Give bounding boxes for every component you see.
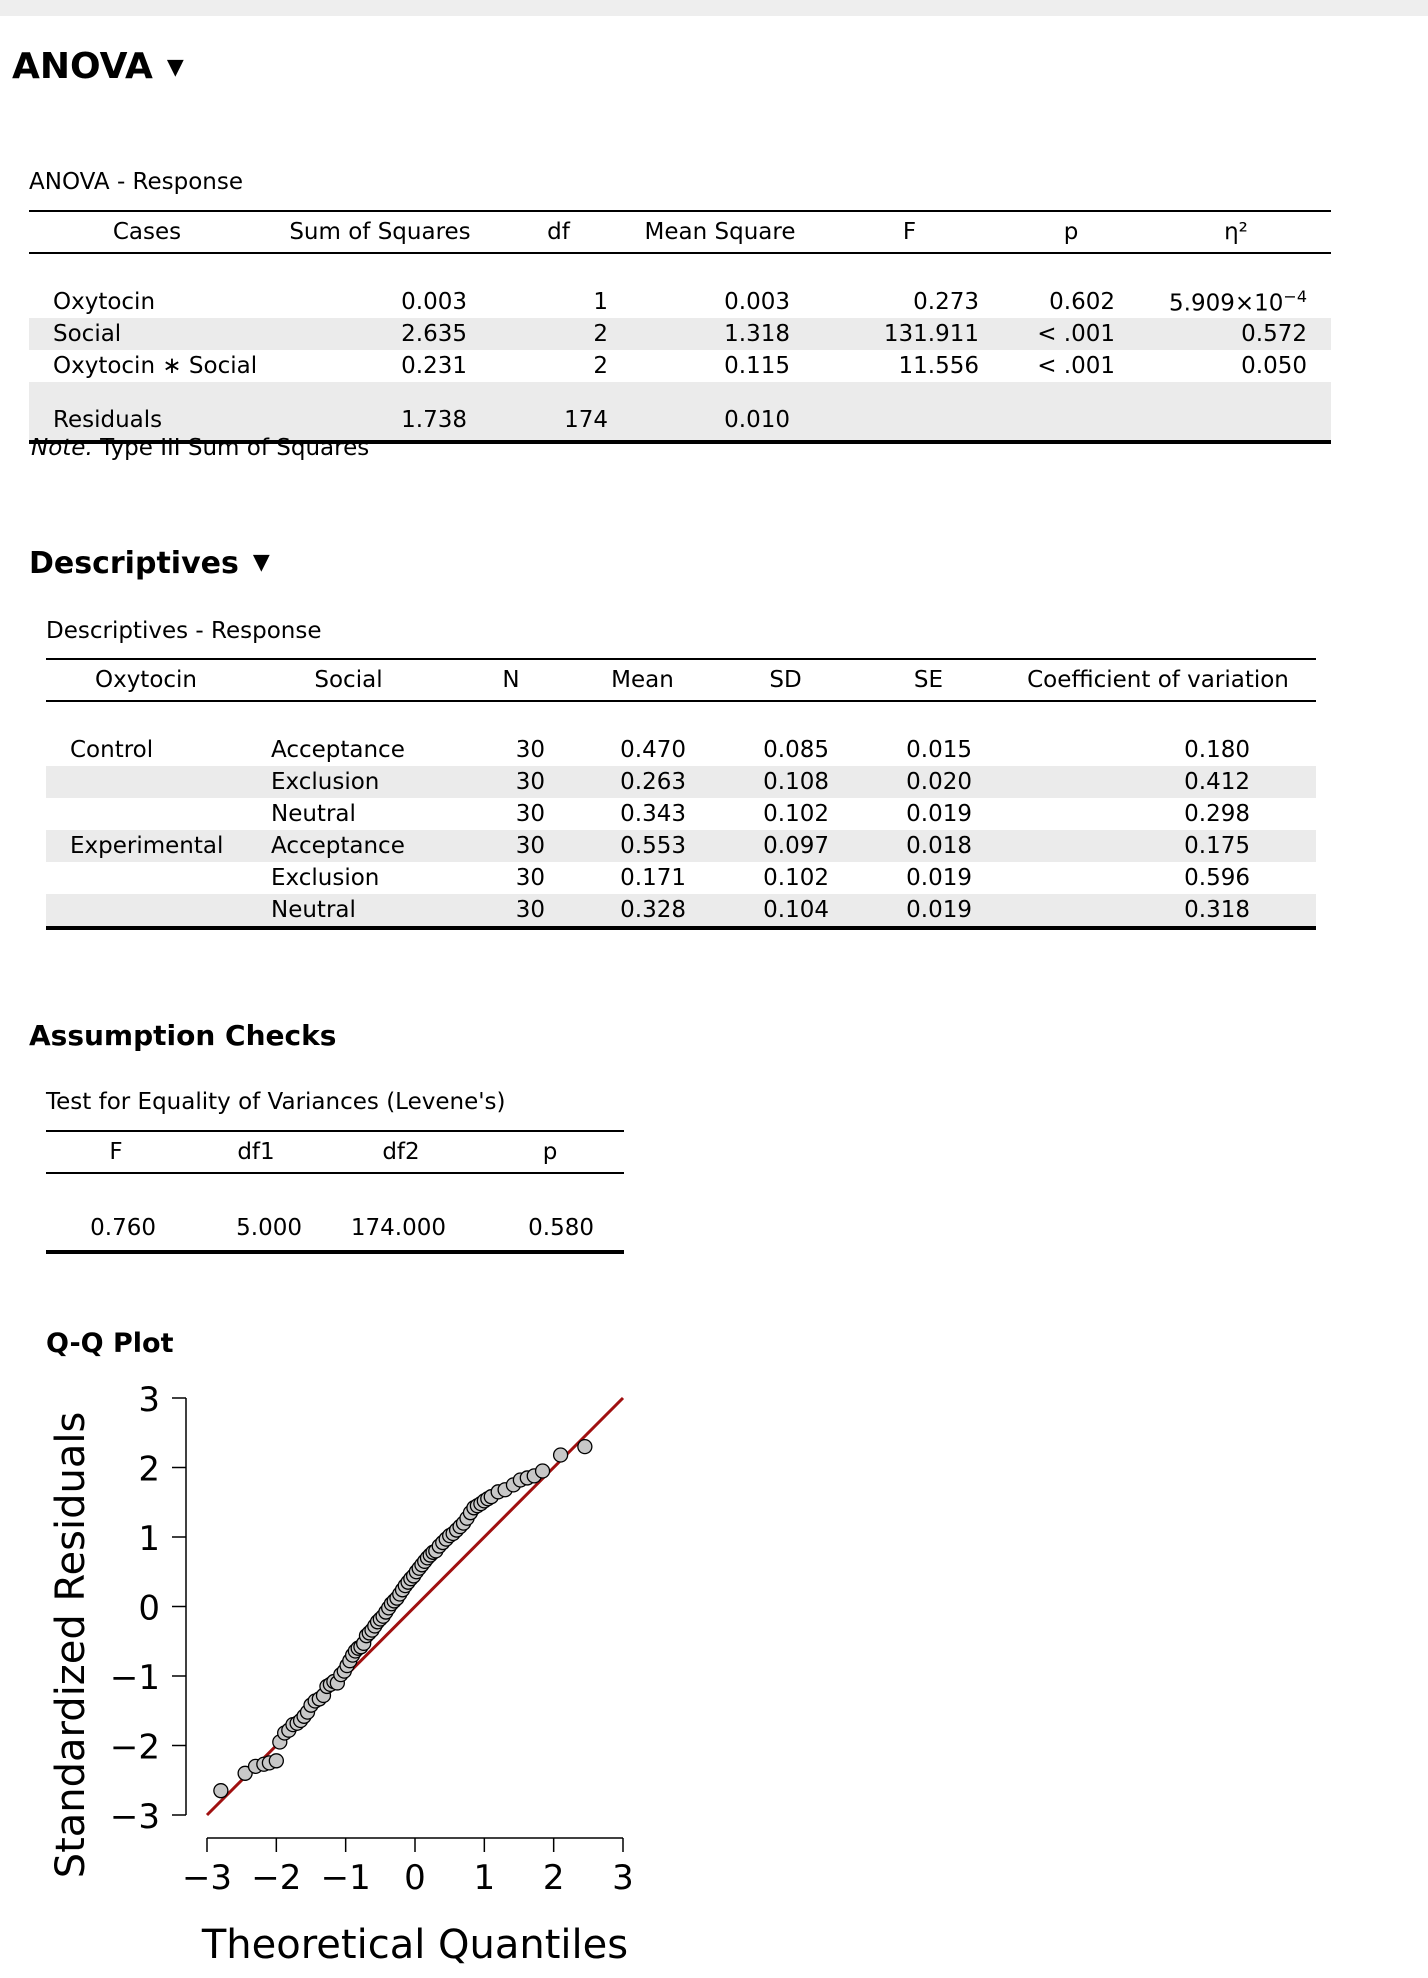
y-tick-label: −3 xyxy=(109,1797,160,1837)
data-point xyxy=(214,1784,228,1798)
y-tick-label: 2 xyxy=(138,1449,160,1490)
anova-heading: ANOVA xyxy=(12,46,153,87)
col-mean-square: Mean Square xyxy=(622,211,818,253)
se-cell: 0.019 xyxy=(906,801,972,827)
sd-cell: 0.097 xyxy=(763,833,829,859)
descriptives-section-header[interactable] xyxy=(29,546,270,581)
col-f: F xyxy=(46,1131,186,1173)
social-cell: Neutral xyxy=(271,801,356,827)
eta-cell: 0.572 xyxy=(1241,321,1307,347)
data-point xyxy=(578,1440,592,1454)
levene-table xyxy=(46,1130,624,1254)
data-point xyxy=(269,1754,283,1768)
case-cell: Oxytocin xyxy=(53,289,156,315)
sd-cell: 0.102 xyxy=(763,865,829,891)
ms-cell: 0.003 xyxy=(724,289,790,315)
table-row xyxy=(46,798,1316,830)
col-sum-of-squares: Sum of Squares xyxy=(265,211,495,253)
p-cell: < .001 xyxy=(1037,321,1115,347)
mean-cell: 0.343 xyxy=(620,801,686,827)
cv-cell: 0.175 xyxy=(1184,833,1250,859)
cv-cell: 0.318 xyxy=(1184,897,1250,923)
collapse-caret-icon[interactable]: ▼ xyxy=(166,55,184,80)
col-f: F xyxy=(818,211,1001,253)
descriptives-heading: Descriptives xyxy=(29,546,239,581)
anova-section-header[interactable] xyxy=(12,46,184,87)
n-cell: 30 xyxy=(515,769,545,795)
sd-cell: 0.085 xyxy=(763,737,829,763)
se-cell: 0.019 xyxy=(906,897,972,923)
f-cell: 131.911 xyxy=(883,321,979,347)
cv-cell: 0.596 xyxy=(1184,865,1250,891)
descriptives-table-title: Descriptives - Response xyxy=(46,618,322,644)
collapse-caret-icon[interactable]: ▼ xyxy=(252,550,270,575)
col-social: Social xyxy=(246,659,451,701)
p-cell xyxy=(1001,400,1141,442)
oxytocin-cell xyxy=(46,862,246,894)
mean-cell: 0.171 xyxy=(620,865,686,891)
ss-cell: 0.231 xyxy=(401,353,467,379)
df-cell: 1 xyxy=(593,289,608,315)
df-cell: 2 xyxy=(593,353,608,379)
x-tick-label: 2 xyxy=(542,1858,565,1898)
mean-cell: 0.470 xyxy=(620,737,686,763)
df-cell: 2 xyxy=(593,321,608,347)
table-row xyxy=(29,318,1331,350)
df1-cell: 5.000 xyxy=(236,1215,302,1241)
x-tick-label: 1 xyxy=(473,1858,496,1898)
se-cell: 0.018 xyxy=(906,833,972,859)
n-cell: 30 xyxy=(515,865,545,891)
eta-cell xyxy=(1141,400,1331,442)
f-cell: 11.556 xyxy=(898,353,979,379)
col-cv: Coefficient of variation xyxy=(1000,659,1316,701)
mean-cell: 0.263 xyxy=(620,769,686,795)
cv-cell: 0.298 xyxy=(1184,801,1250,827)
qq-plot xyxy=(0,1360,700,1975)
case-cell: Social xyxy=(53,321,122,347)
note-text: Type III Sum of Squares xyxy=(100,435,370,461)
case-cell: Oxytocin ∗ Social xyxy=(53,353,258,379)
y-tick-label: 3 xyxy=(138,1380,160,1420)
se-cell: 0.020 xyxy=(906,769,972,795)
social-cell: Acceptance xyxy=(271,833,405,859)
x-tick-label: 0 xyxy=(404,1858,426,1898)
df2-cell: 174.000 xyxy=(350,1215,446,1241)
table-row xyxy=(29,350,1331,382)
col-df1: df1 xyxy=(186,1131,326,1173)
anova-table-title: ANOVA - Response xyxy=(29,169,244,195)
case-cell: Residuals xyxy=(53,407,163,433)
ms-cell: 0.115 xyxy=(724,353,790,379)
f-cell: 0.273 xyxy=(913,289,979,315)
p-cell: 0.580 xyxy=(528,1215,594,1241)
data-point xyxy=(536,1464,550,1478)
ss-cell: 2.635 xyxy=(401,321,467,347)
n-cell: 30 xyxy=(515,737,545,763)
y-tick-label: −2 xyxy=(109,1727,160,1768)
anova-table xyxy=(29,210,1331,444)
sd-cell: 0.104 xyxy=(763,897,829,923)
x-tick-label: 3 xyxy=(612,1858,634,1898)
se-cell: 0.019 xyxy=(906,865,972,891)
n-cell: 30 xyxy=(515,801,545,827)
se-cell: 0.015 xyxy=(906,737,972,763)
social-cell: Exclusion xyxy=(271,865,380,891)
ms-cell: 0.010 xyxy=(724,407,790,433)
anova-note xyxy=(31,435,369,461)
y-axis-label: Standardized Residuals xyxy=(48,1411,94,1879)
y-tick-label: 0 xyxy=(138,1588,160,1629)
table-row xyxy=(46,1206,624,1252)
table-row xyxy=(46,894,1316,928)
n-cell: 30 xyxy=(515,897,545,923)
col-eta-squared: η² xyxy=(1141,211,1331,253)
y-tick-label: −1 xyxy=(109,1658,160,1698)
col-oxytocin: Oxytocin xyxy=(46,659,246,701)
mean-cell: 0.328 xyxy=(620,897,686,923)
n-cell: 30 xyxy=(515,833,545,859)
f-cell: 0.760 xyxy=(90,1215,156,1241)
x-axis-label: Theoretical Quantiles xyxy=(201,1922,629,1968)
descriptives-header-row xyxy=(46,659,1316,701)
ss-cell: 1.738 xyxy=(401,407,467,433)
f-cell xyxy=(818,400,1001,442)
p-cell: < .001 xyxy=(1037,353,1115,379)
col-df2: df2 xyxy=(326,1131,476,1173)
p-cell: 0.602 xyxy=(1049,289,1115,315)
x-tick-label: −3 xyxy=(181,1858,233,1898)
eta-value: 5.909×10 xyxy=(1169,290,1284,317)
note-label: Note. xyxy=(31,435,93,461)
anova-header-row xyxy=(29,211,1331,253)
col-cases: Cases xyxy=(29,211,265,253)
top-toolbar-strip xyxy=(0,0,1428,16)
eta-cell xyxy=(1141,286,1331,318)
qq-plot-title: Q-Q Plot xyxy=(46,1328,174,1359)
sd-cell: 0.102 xyxy=(763,801,829,827)
data-point xyxy=(554,1448,568,1462)
sd-cell: 0.108 xyxy=(763,769,829,795)
x-tick-label: −2 xyxy=(251,1858,302,1898)
social-cell: Acceptance xyxy=(271,737,405,763)
oxytocin-cell: Experimental xyxy=(70,833,224,859)
table-row xyxy=(46,734,1316,766)
col-df: df xyxy=(495,211,622,253)
eta-exponent: −4 xyxy=(1283,287,1307,307)
descriptives-table xyxy=(46,658,1316,930)
oxytocin-cell: Control xyxy=(70,737,154,763)
assumption-checks-heading[interactable]: Assumption Checks xyxy=(29,1019,337,1052)
col-p: p xyxy=(476,1131,624,1173)
levene-table-title: Test for Equality of Variances (Levene's) xyxy=(46,1089,506,1115)
table-row xyxy=(46,766,1316,798)
col-p: p xyxy=(1001,211,1141,253)
cv-cell: 0.412 xyxy=(1184,769,1250,795)
y-tick-label: 1 xyxy=(138,1519,160,1559)
eta-cell: 0.050 xyxy=(1241,353,1307,379)
social-cell: Exclusion xyxy=(271,769,380,795)
col-se: SE xyxy=(857,659,1000,701)
cv-cell: 0.180 xyxy=(1184,737,1250,763)
oxytocin-cell xyxy=(46,798,246,830)
ms-cell: 1.318 xyxy=(724,321,790,347)
table-row xyxy=(46,862,1316,894)
mean-cell: 0.553 xyxy=(620,833,686,859)
df-cell: 174 xyxy=(564,407,608,433)
col-sd: SD xyxy=(714,659,857,701)
table-row xyxy=(29,286,1331,318)
social-cell: Neutral xyxy=(271,897,356,923)
oxytocin-cell xyxy=(46,766,246,798)
col-mean: Mean xyxy=(571,659,714,701)
levene-header-row xyxy=(46,1131,624,1173)
ss-cell: 0.003 xyxy=(401,289,467,315)
table-row xyxy=(46,830,1316,862)
oxytocin-cell xyxy=(46,894,246,928)
col-n: N xyxy=(451,659,571,701)
x-tick-label: −1 xyxy=(320,1858,371,1898)
